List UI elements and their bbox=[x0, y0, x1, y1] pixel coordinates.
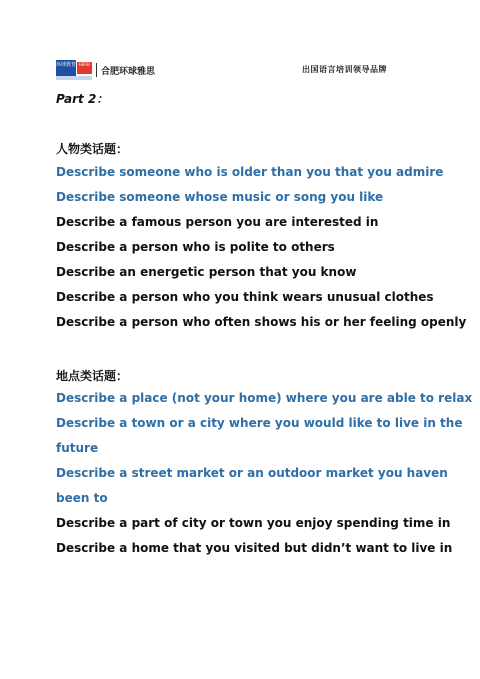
topic-line: Describe a person who you think wears unusual clothes bbox=[56, 290, 434, 304]
topic-line: been to bbox=[56, 491, 108, 505]
topic-line: Describe a person who often shows his or her feeling openly bbox=[56, 315, 467, 329]
topic-line: Describe a street market or an outdoor market you haven bbox=[56, 466, 448, 480]
section-title-people: 人物类话题： bbox=[56, 142, 129, 156]
logo-divider bbox=[96, 63, 97, 77]
page-header bbox=[56, 60, 436, 80]
topic-line: Describe a place (not your home) where you are able to relax bbox=[56, 391, 473, 405]
section-title-places: 地点类话题： bbox=[56, 369, 129, 383]
topic-line: Describe a person who is polite to others bbox=[56, 240, 335, 254]
topic-line: Describe an energetic person that you know bbox=[56, 265, 357, 279]
logo-mark-icon bbox=[56, 60, 92, 80]
part-label: Part 2： bbox=[56, 92, 109, 106]
logo-block-right: HEFEI bbox=[77, 62, 92, 74]
logo-block-left: 环球教育 bbox=[56, 60, 76, 80]
header-tagline: 出国语言培训领导品牌 bbox=[302, 65, 387, 74]
topic-line: Describe a town or a city where you would like to live in the bbox=[56, 416, 463, 430]
topic-line: Describe a home that you visited but didn’t want to live in bbox=[56, 541, 453, 555]
topic-line: Describe someone whose music or song you like bbox=[56, 190, 384, 204]
brand-logo bbox=[56, 60, 155, 80]
topic-line: Describe a part of city or town you enjoy spending time in bbox=[56, 516, 451, 530]
topic-line: future bbox=[56, 441, 99, 455]
topic-line: Describe a famous person you are interested in bbox=[56, 215, 379, 229]
topic-line: Describe someone who is older than you that you admire bbox=[56, 165, 444, 179]
logo-strip bbox=[56, 76, 92, 80]
logo-text: 合肥环球雅思 bbox=[101, 66, 156, 77]
